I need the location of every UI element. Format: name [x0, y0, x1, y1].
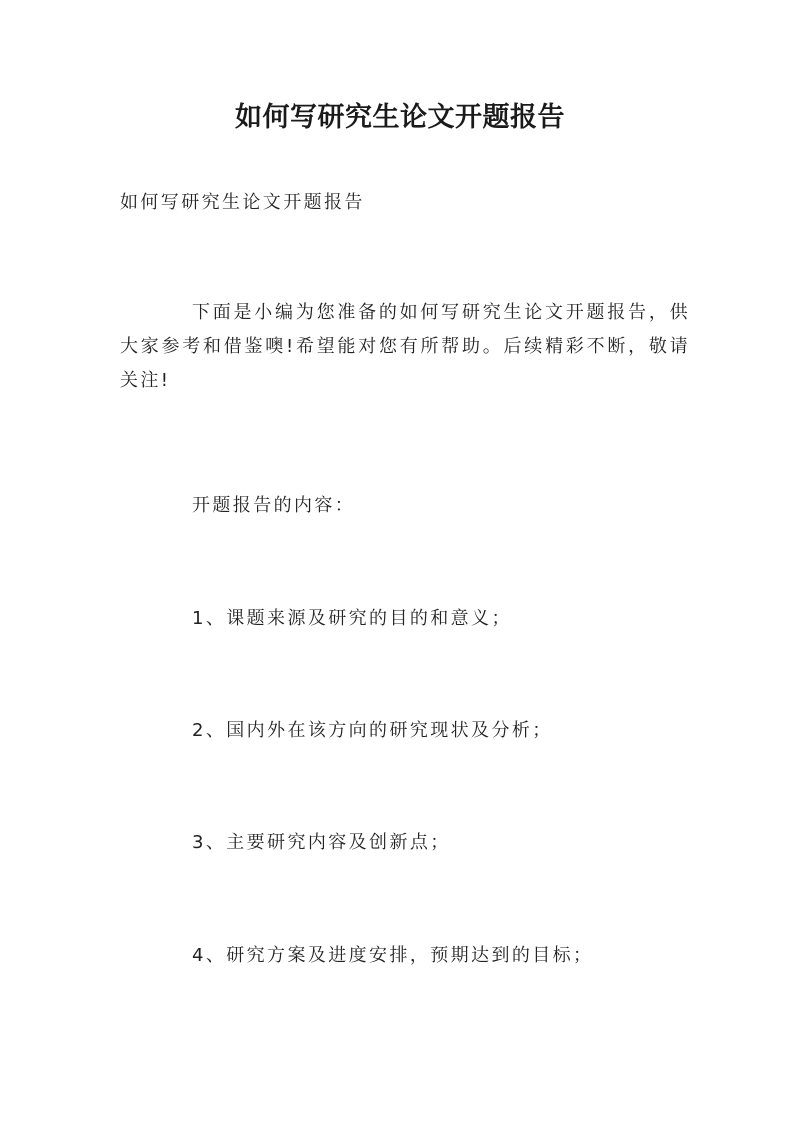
document-subtitle: 如何写研究生论文开题报告 [120, 192, 365, 213]
list-item: 2、国内外在该方向的研究现状及分析； [192, 720, 553, 741]
list-item: 1、课题来源及研究的目的和意义； [192, 608, 512, 629]
document-title: 如何写研究生论文开题报告 [235, 102, 565, 133]
list-item: 3、主要研究内容及创新点； [192, 832, 451, 853]
list-item: 4、研究方案及进度安排，预期达到的目标； [192, 945, 594, 966]
section-heading-contents: 开题报告的内容： [192, 495, 356, 516]
intro-paragraph: 下面是小编为您准备的如何写研究生论文开题报告，供大家参考和借鉴噢!希望能对您有所帮助。后续精彩不断，敬请关注! [120, 302, 690, 391]
